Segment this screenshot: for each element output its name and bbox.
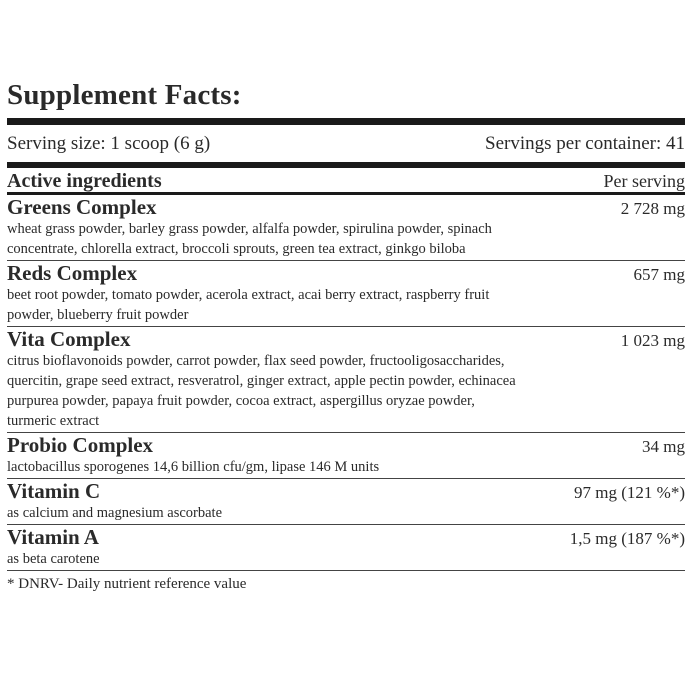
- ingredient-row-greens: [7, 195, 685, 261]
- ingredient-row-vita: [7, 327, 685, 433]
- ingredient-description: as beta carotene: [7, 551, 100, 567]
- ingredient-description: wheat grass powder, barley grass powder, alfalfa powder, spirulina powder, spinach concentrate, chlorella extract, broccoli sprouts, green tea extract, ginkgo biloba: [7, 221, 492, 257]
- ingredient-description: beet root powder, tomato powder, acerola extract, acai berry extract, raspberry fruit powder, blueberry fruit powder: [7, 287, 490, 323]
- ingredient-name: Probio Complex: [7, 433, 154, 457]
- ingredient-description: lactobacillus sporogenes 14,6 billion cfu/gm, lipase 146 M units: [7, 459, 380, 475]
- ingredient-amount: 1,5 mg (187 %*): [569, 529, 685, 548]
- servings-per-container: Servings per container: 41: [485, 132, 685, 154]
- footnote: * DNRV- Daily nutrient reference value: [7, 576, 247, 592]
- supplement-facts-panel: [7, 78, 685, 594]
- table-header: [7, 168, 685, 192]
- serving-info: [7, 125, 685, 162]
- ingredient-row-vitamin-c: [7, 479, 685, 525]
- thick-divider: [7, 118, 685, 125]
- ingredient-description: as calcium and magnesium ascorbate: [7, 505, 223, 521]
- ingredient-amount: 97 mg (121 %*): [574, 483, 685, 502]
- ingredient-amount: 34 mg: [642, 437, 685, 456]
- ingredient-row-vitamin-a: [7, 525, 685, 571]
- ingredient-name: Vitamin C: [7, 479, 101, 503]
- ingredient-amount: 657 mg: [633, 265, 685, 284]
- header-per-serving: Per serving: [603, 171, 685, 191]
- panel-title: Supplement Facts:: [7, 79, 242, 111]
- ingredient-row-probio: [7, 433, 685, 479]
- ingredient-row-reds: [7, 261, 685, 327]
- serving-size: Serving size: 1 scoop (6 g): [7, 132, 211, 154]
- ingredient-name: Vita Complex: [7, 327, 131, 351]
- ingredient-amount: 2 728 mg: [620, 199, 685, 218]
- ingredient-name: Vitamin A: [7, 525, 99, 549]
- ingredient-name: Reds Complex: [7, 261, 138, 285]
- ingredient-description: citrus bioflavonoids powder, carrot powder, flax seed powder, fructooligosaccharides, quercitin, grape seed extract, resveratrol, ginger extract, apple pectin powder, echinacea purpurea powder, papaya fruit powder, cocoa extract, aspergillus oryzae powder, turmeric extract: [7, 353, 516, 429]
- ingredient-name: Greens Complex: [7, 195, 157, 219]
- ingredient-amount: 1 023 mg: [620, 331, 685, 350]
- header-active-ingredients: Active ingredients: [7, 170, 162, 192]
